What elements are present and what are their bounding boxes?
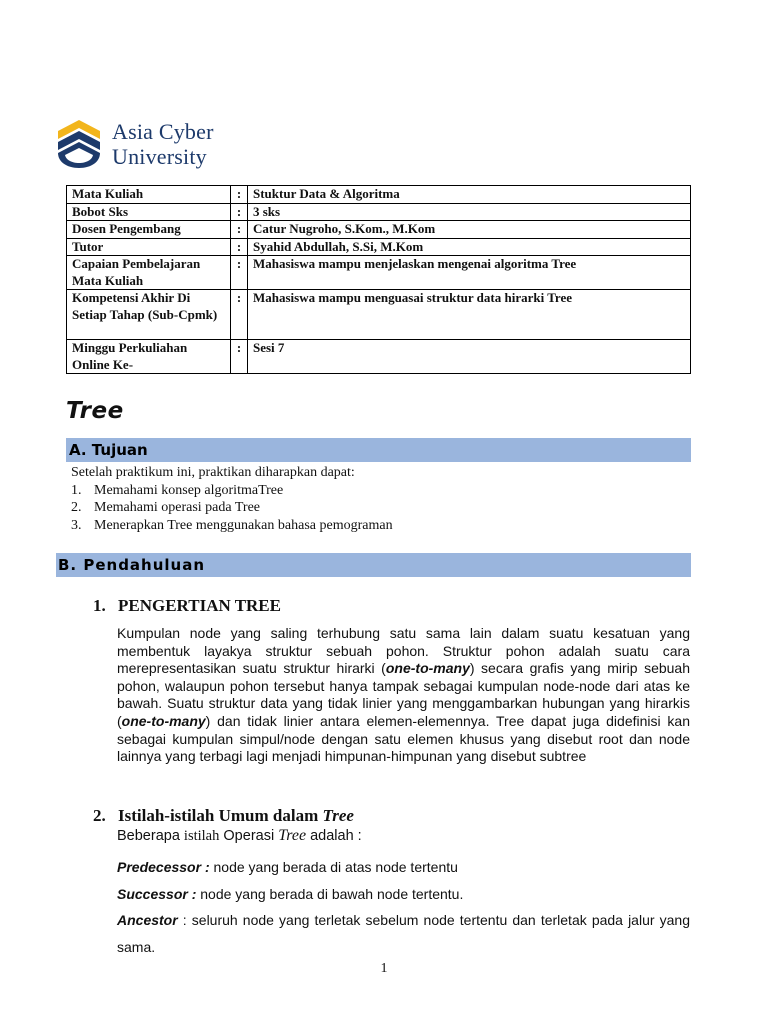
goals-intro: Setelah praktikum ini, praktikan diharapkan dapat: [71,465,355,480]
table-row [67,340,691,374]
subsection-2-heading [93,806,354,826]
row-separator: : [231,186,248,204]
emphasis-one-to-many: one-to-many [385,660,470,677]
row-value: Catur Nugroho, S.Kom., M.Kom [248,221,691,239]
tree-definition-paragraph [117,625,690,766]
subsection-number: 1. [93,596,106,615]
row-label: Dosen Pengembang [67,221,231,239]
logo-line-2: University [112,144,207,169]
paragraph-text-2: ) secara grafis yang mirip sebuah pohon, walaupun pohon tersebut hanya tampak sebagai kumpulan node-node dari atas ke bawah. Suatu struktur data yang tidak linier yang menggambarkan hubungan yang hirarkis ( [117,660,690,729]
row-separator: : [231,290,248,340]
list-item [71,499,393,517]
section-a-heading: A. Tujuan [66,438,691,462]
paragraph-text-1: Kumpulan node yang saling terhubung satu sama lain dalam suatu kesatuan yang membentuk layakya struktur sebuah pohon. Struktur pohon adalah suatu cara merepresentasikan suatu struktur hirarki ( [117,625,690,677]
row-separator: : [231,221,248,239]
row-separator: : [231,238,248,256]
row-value: Stuktur Data & Algoritma [248,186,691,204]
row-value: Syahid Abdullah, S.Si, M.Kom [248,238,691,256]
intro-emphasis: Tree [278,827,307,844]
row-separator: : [231,203,248,221]
goals-block [71,464,393,534]
item-number: 3. [71,517,82,533]
logo-wordmark [112,119,214,169]
list-item [71,482,393,500]
item-text: Memahami operasi pada Tree [94,500,261,515]
item-number: 1. [71,482,82,498]
intro-text-c: Operasi [223,828,275,844]
row-label: Tutor [67,238,231,256]
row-value: 3 sks [248,203,691,221]
table-row [67,186,691,204]
subsection-1-heading [93,596,281,616]
term-definition: node yang berada di atas node tertentu [209,859,458,875]
row-value: Sesi 7 [248,340,691,374]
intro-text-d: adalah : [310,828,362,844]
row-value: Mahasiswa mampu menguasai struktur data hirarki Tree [248,290,691,340]
logo-line-1: Asia Cyber [112,119,214,144]
row-separator: : [231,256,248,290]
item-number: 2. [71,500,82,515]
table-row [67,203,691,221]
row-label: Kompetensi Akhir Di Setiap Tahap (Sub-Cpmk) [67,290,231,340]
paragraph-text-3: ) dan tidak linier antara elemen-elemennya. Tree dapat juga didefinisi kan sebagai kumpulan simpul/node dengan satu elemen khusus yang disebut root dan node lainnya yang terbagi lagi menjadi himpunan-himpunan yang disebut subtree [117,712,690,765]
row-value: Mahasiswa mampu menjelaskan mengenai algoritma Tree [248,256,691,290]
row-label: Bobot Sks [67,203,231,221]
intro-text-a: Beberapa [117,828,180,844]
item-text: Menerapkan Tree menggunakan bahasa pemograman [94,517,393,533]
intro-text-b: istilah [183,828,220,844]
page-number: 1 [380,961,388,976]
table-row [67,238,691,256]
row-label: Capaian Pembelajaran Mata Kuliah [67,256,231,290]
table-row [67,256,691,290]
university-logo [56,116,214,172]
document-title: Tree [66,398,124,424]
term-definition: : seluruh node yang terletak sebelum node tertentu dan terletak pada jalur yang sama. [117,912,690,955]
course-info-table [66,185,691,374]
term-name: Ancestor [117,912,178,928]
item-text: Memahami konsep algoritmaTree [94,482,284,498]
subsection-title-emphasis: Tree [322,806,354,825]
shield-logo-icon [56,118,102,170]
term-name: Predecessor : [117,859,210,875]
goals-list [71,482,393,535]
row-label: Minggu Perkuliahan Online Ke- [67,340,231,374]
emphasis-one-to-many: one-to-many [121,712,206,729]
row-separator: : [231,340,248,374]
subsection-title: Istilah-istilah Umum dalam [118,806,319,825]
subsection-title: PENGERTIAN TREE [118,596,281,615]
term-definition: node yang berada di bawah node tertentu. [196,886,464,902]
terms-intro [117,827,690,846]
table-row [67,221,691,239]
table-row [67,290,691,340]
subsection-number: 2. [93,806,106,825]
term-name: Successor : [117,886,197,902]
section-b-heading: B. Pendahuluan [56,553,691,577]
row-label: Mata Kuliah [67,186,231,204]
list-item [71,517,393,535]
term-successor [117,881,690,908]
term-predecessor [117,854,690,881]
term-ancestor [117,907,690,960]
